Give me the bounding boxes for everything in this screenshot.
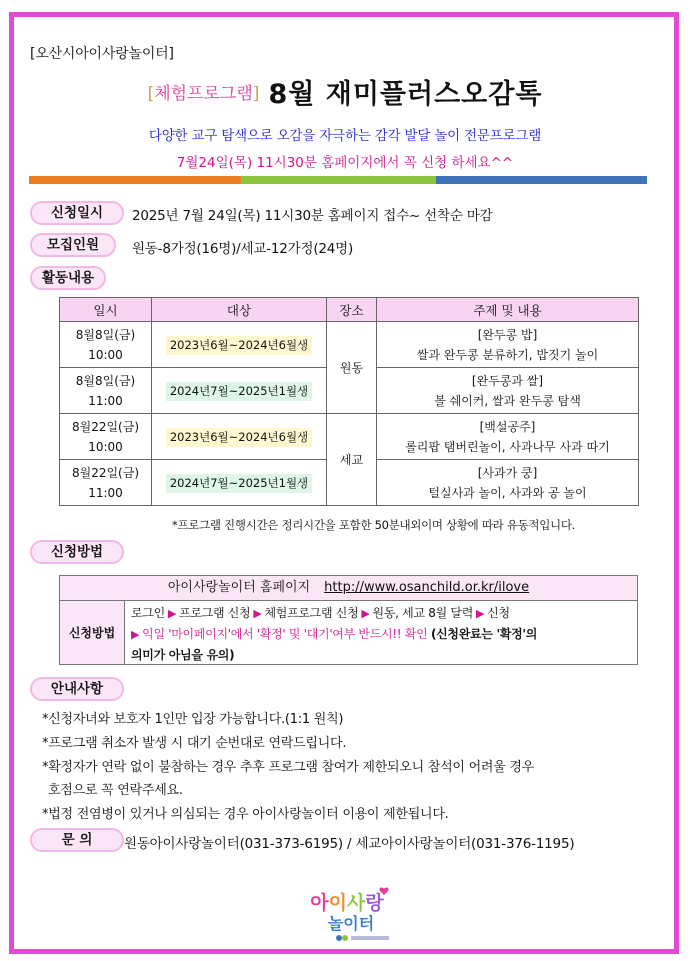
ilove-playground-logo [295, 885, 400, 945]
logo-mark-icon [342, 935, 348, 941]
recruit-value: 원동-8가정(16명)/세교-12가정(24명) [132, 241, 354, 257]
session-target: 2024년7월~2025년1월생 [152, 460, 327, 506]
program-subtitle: 다양한 교구 탐색으로 오감을 자극하는 감각 발달 놀이 전문프로그램 [148, 128, 542, 144]
method-label: 신청방법 [30, 540, 124, 564]
session-datetime: 8월8일(금) 10:00 [60, 322, 152, 368]
apply-date-value: 2025년 7월 24일(목) 11시30분 홈페이지 접수~ 선착순 마감 [132, 208, 493, 224]
session-datetime: 8월22일(금) 11:00 [60, 460, 152, 506]
session-theme: [완두콩과 쌀] 볼 쉐이커, 쌀과 완두콩 탐색 [377, 368, 639, 414]
session-target: 2023년6월~2024년6월생 [152, 414, 327, 460]
session-target: 2023년6월~2024년6월생 [152, 322, 327, 368]
arrow-right-icon: ▶ [167, 607, 177, 620]
recruit-label: 모집인원 [30, 233, 116, 257]
logo-caption-bar [351, 936, 389, 940]
table-row [60, 322, 639, 368]
arrow-right-icon: ▶ [475, 607, 485, 620]
logo-line1: 아이사랑 [310, 892, 384, 914]
divider-green [241, 176, 436, 184]
notice-item: *프로그램 취소자 발생 시 대기 순번대로 연락드립니다. [42, 736, 347, 751]
header-target: 대상 [152, 298, 327, 322]
notice-label: 안내사항 [30, 677, 124, 701]
notice-item: *법정 전염병이 있거나 의심되는 경우 아이사랑놀이터 이용이 제한됩니다. [42, 807, 449, 822]
homepage-label: 아이사랑놀이터 홈페이지 [167, 580, 311, 595]
schedule-table [59, 297, 639, 506]
homepage-link[interactable]: http://www.osanchild.or.kr/ilove [324, 580, 530, 595]
session-theme: [백설공주] 롤리팝 탬버린놀이, 사과나무 사과 따기 [377, 414, 639, 460]
contact-label: 문 의 [30, 828, 124, 852]
deadline-notice: 7월24일(목) 11시30분 홈페이지에서 꼭 신청 하세요^^ [176, 155, 514, 171]
logo-line2: 놀이터 [327, 914, 375, 933]
header-theme: 주제 및 내용 [377, 298, 639, 322]
arrow-right-icon: ▶ [253, 607, 262, 620]
apply-steps-row [59, 601, 638, 665]
program-category: [체험프로그램] [147, 84, 260, 104]
apply-method-box [59, 575, 638, 665]
logo-mark-icon [336, 935, 342, 941]
divider-orange [29, 176, 241, 184]
session-place: 원동 [327, 322, 377, 414]
arrow-right-icon: ▶ [361, 607, 370, 620]
header-date: 일시 [60, 298, 152, 322]
table-header-row [60, 298, 639, 322]
contact-value: 원동아이사랑놀이터(031-373-6195) / 세교아이사랑놀이터(031-376-1195) [124, 836, 575, 852]
notice-item: *신청자녀와 보호자 1인만 입장 가능합니다.(1:1 원칙) [42, 712, 344, 727]
apply-date-label: 신청일시 [30, 201, 124, 225]
confirm-warning: 익일 '마이페이지'에서 '확정' 및 '대기'여부 반드시!! 확인 [142, 627, 428, 641]
activity-label: 활동내용 [30, 266, 106, 290]
session-datetime: 8월22일(금) 10:00 [60, 414, 152, 460]
session-place: 세교 [327, 414, 377, 506]
organization-name: [오산시아이사랑놀이터] [30, 46, 174, 62]
page-title [0, 72, 690, 111]
notice-item: 호점으로 꼭 연락주세요. [48, 783, 183, 798]
apply-steps: 로그인 ▶ 프로그램 신청 ▶ 체험프로그램 신청 ▶ 원동, 세교 8월 달력 ▶ 신청 ▶ 익일 '마이페이지'에서 '확정' 및 '대기'여부 반드시!! 확인 (신청완료는 '확정'의 의미가 아님을 유의) [131, 606, 538, 662]
arrow-right-icon: ▶ [131, 628, 140, 641]
homepage-row [59, 575, 638, 601]
apply-steps-label: 신청방법 [60, 601, 125, 664]
session-theme: [완두콩 밥] 쌀과 완두콩 분류하기, 밥짓기 놀이 [377, 322, 639, 368]
session-target: 2024년7월~2025년1월생 [152, 368, 327, 414]
program-name: 8월 재미플러스오감톡 [268, 79, 543, 110]
session-datetime: 8월8일(금) 11:00 [60, 368, 152, 414]
session-theme: [사과가 쿵] 털실사과 놀이, 사과와 공 놀이 [377, 460, 639, 506]
notice-item: *확정자가 연락 없이 불참하는 경우 추후 프로그램 참여가 제한되오니 참석이 어려울 경우 [42, 760, 535, 775]
table-row [60, 414, 639, 460]
schedule-note: *프로그램 진행시간은 정리시간을 포함한 50분내외이며 상황에 따라 유동적입니다. [172, 518, 576, 532]
divider-blue [436, 176, 647, 184]
header-place: 장소 [327, 298, 377, 322]
